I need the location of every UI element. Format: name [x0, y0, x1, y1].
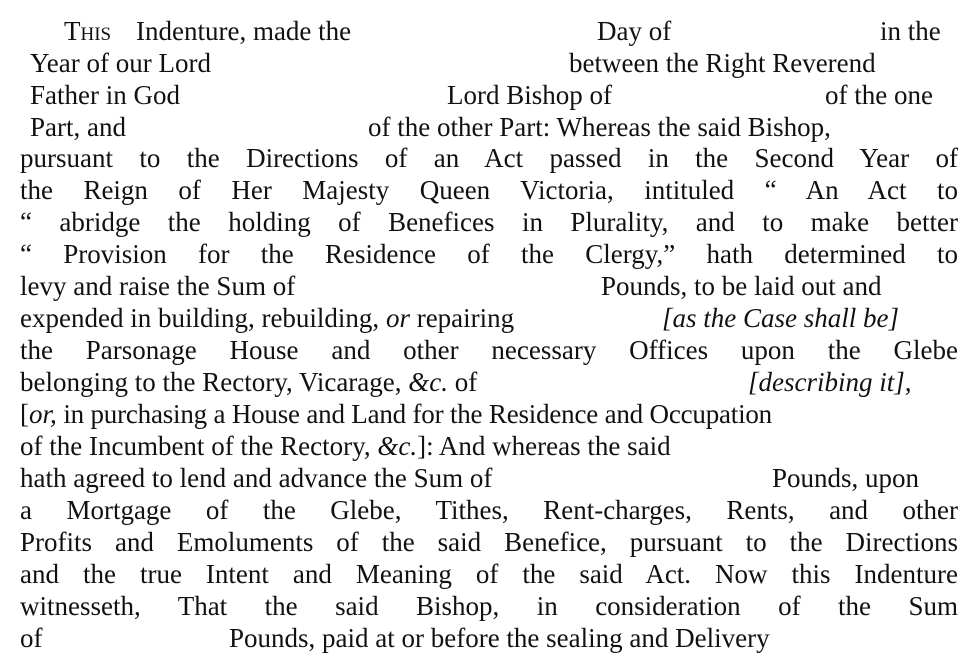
text-line-content: pursuant to the Directions of an Act passed in the Second Year of [20, 143, 958, 173]
text-line-content: Profits and Emoluments of the said Benefice, pursuant to the Directions [20, 527, 958, 557]
text-segment: Pounds, paid at or before the sealing and Delivery [229, 623, 770, 653]
text-line [0, 15, 976, 48]
italic-run: [describing it], [748, 367, 912, 397]
text-segment: of [20, 623, 43, 653]
text-segment: Pounds, to be laid out and [601, 271, 882, 301]
text-segment: levy and raise the Sum of [20, 271, 296, 301]
text-segment [20, 398, 772, 431]
text-segment: hath agreed to lend and advance the Sum of [20, 463, 493, 493]
text-segment: of the one [825, 80, 933, 110]
italic-run: or, [29, 399, 57, 429]
text-segment: Indenture, made the [136, 16, 352, 46]
text-line [0, 558, 976, 591]
text-run: of the Incumbent of the Rectory, [20, 431, 378, 461]
text-line [0, 494, 976, 527]
text-run: repairing [409, 303, 515, 333]
text-run: belonging to the Rectory, Vicarage, [20, 367, 409, 397]
text-run: of [448, 367, 478, 397]
text-line [0, 79, 976, 112]
text-segment [20, 302, 514, 335]
text-line [0, 334, 976, 367]
text-line [0, 590, 976, 623]
text-line [0, 174, 976, 207]
text-line [0, 462, 976, 495]
text-line [0, 111, 976, 144]
text-line-content: the Parsonage House and other necessary Offices upon the Glebe [20, 335, 958, 365]
italic-run: &c. [408, 367, 449, 397]
text-line-content: the Reign of Her Majesty Queen Victoria, intituled “ An Act to [20, 175, 958, 205]
text-segment: Pounds, upon [772, 463, 920, 493]
text-line-content: witnesseth, That the said Bishop, in consideration of the Sum [20, 591, 958, 621]
italic-run: &c. [377, 431, 418, 461]
text-line [0, 526, 976, 559]
text-run: in purchasing a House and Land for the Residence and Occupation [56, 399, 772, 429]
text-line [0, 622, 976, 655]
italic-run: [as the Case shall be] [662, 303, 900, 333]
text-line-content: “ Provision for the Residence of the Clergy,” hath determined to [20, 239, 958, 269]
text-line-content: and the true Intent and Meaning of the said Act. Now this Indenture [20, 559, 958, 589]
text-line [0, 142, 976, 175]
text-line-content: a Mortgage of the Glebe, Tithes, Rent-charges, Rents, and other [20, 495, 958, 525]
text-run: expended in building, rebuilding, [20, 303, 386, 333]
text-segment: between the Right Reverend [569, 48, 876, 78]
text-line [0, 302, 976, 335]
text-segment: Father in God [30, 80, 180, 110]
text-line [0, 398, 976, 431]
text-run: ]: And whereas the said [417, 431, 671, 461]
text-segment [20, 430, 671, 463]
text-line-content: “ abridge the holding of Benefices in Plurality, and to make better [20, 207, 958, 237]
text-segment: Part, and [30, 112, 126, 142]
text-line [0, 206, 976, 239]
text-segment [20, 366, 477, 399]
text-segment: Day of [597, 16, 672, 46]
text-line [0, 270, 976, 303]
text-segment: This [64, 16, 112, 46]
text-line [0, 238, 976, 271]
italic-run: or [385, 303, 410, 333]
text-run: [ [20, 399, 29, 429]
text-line [0, 366, 976, 399]
text-line [0, 47, 976, 80]
text-segment: in the [880, 16, 941, 46]
text-segment: Year of our Lord [30, 48, 211, 78]
text-segment: of the other Part: Whereas the said Bishop, [368, 112, 831, 142]
text-line [0, 430, 976, 463]
text-segment: Lord Bishop of [447, 80, 612, 110]
